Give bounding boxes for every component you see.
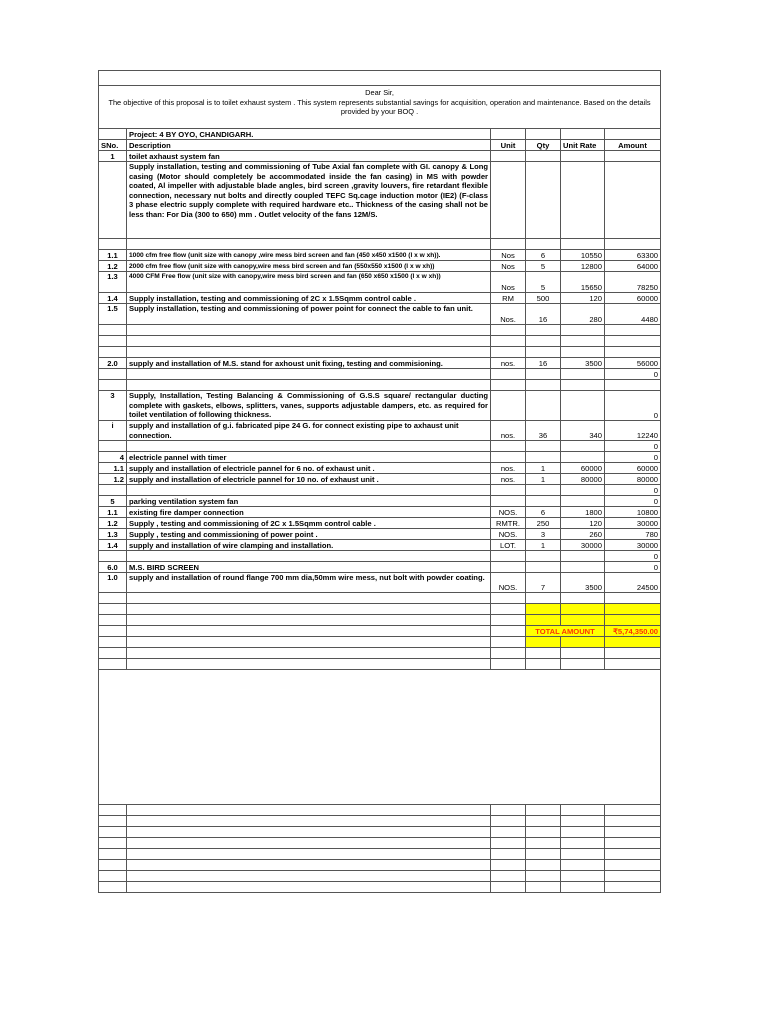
table-row: 2.0 supply and installation of M.S. stand for axhoust unit fixing, testing and commisioning. nos. 16 3500 56000: [99, 358, 661, 369]
header-qty: Qty: [526, 140, 561, 151]
header-sno: SNo.: [99, 140, 127, 151]
objective-text: The objective of this proposal is to toilet exhaust system . This system represents substantial savings for acquisition, operation and maintenance. Based on the details provided by your BOQ .: [108, 97, 651, 117]
total-value: ₹5,74,350.00: [605, 626, 661, 637]
table-row: 1.1 existing fire damper connection NOS. 6 1800 10800: [99, 507, 661, 518]
header-row: [99, 140, 661, 151]
empty-area: [99, 670, 661, 805]
total-row: [99, 626, 661, 637]
table-row: 3 Supply, Installation, Testing Balancing & Commissioning of G.S.S square/ rectangular ducting complete with gaskets, elbows, splitters, vanes, supports adjustable dampers, etc. as required for toilet ventilation of following thickness. 0: [99, 391, 661, 421]
header-unit: Unit: [491, 140, 526, 151]
table-row: 1.3 4000 CFM Free flow (unit size with canopy,wire mess bird screen and fan (650 x650 x1500 (l x w xh)) Nos 5 15650 78250: [99, 272, 661, 293]
salutation: Dear Sir,: [365, 88, 394, 97]
table-row: 1.2 Supply , testing and commissioning of 2C x 1.5Sqmm control cable . RMTR. 250 120 30000: [99, 518, 661, 529]
fan-spec-description: Supply installation, testing and commissioning of Tube Axial fan complete with GI. canopy & Long casing (Motor should completely be accommodated inside the fan casing) in MS with powder coated, Al impeller with adjustable blade angles, bird screen ,gravity louvers, fire retardant flexible connection, necessary nut bolts and directly coupled TEFC Sq.cage induction motor (IE2) (F-class 3 phase electric supply complete with required hardware etc.. Thickness of the casing shall not be less than: For Dia (300 to 650) mm . Outlet velocity of the fans 12M/S.: [127, 162, 491, 239]
table-row: 6.0 M.S. BIRD SCREEN 0: [99, 562, 661, 573]
table-row: [99, 162, 661, 239]
table-row: 4 electricle pannel with timer 0: [99, 452, 661, 463]
header-amount: Amount: [605, 140, 661, 151]
project-row: [99, 129, 661, 140]
table-row: 1.4 supply and installation of wire clamping and installation. LOT. 1 30000 30000: [99, 540, 661, 551]
table-row: 1.4 Supply installation, testing and commissioning of 2C x 1.5Sqmm control cable . RM 500 120 60000: [99, 293, 661, 304]
table-row: i supply and installation of g.i. fabricated pipe 24 G. for connect existing pipe to axhaust unit connection. nos. 36 340 12240: [99, 421, 661, 441]
project-name: Project: 4 BY OYO, CHANDIGARH.: [127, 129, 491, 140]
total-label: TOTAL AMOUNT: [526, 626, 605, 637]
table-row: 1.5 Supply installation, testing and commissioning of power point for connect the cable to fan unit. Nos. 16 280 4480: [99, 304, 661, 325]
table-row: 0: [99, 485, 661, 496]
boq-sheet: [98, 70, 660, 893]
table-row: 1.0 supply and installation of round flange 700 mm dia,50mm wire mess, nut bolt with powder coating. NOS. 7 3500 24500: [99, 573, 661, 593]
table-row: 0: [99, 551, 661, 562]
header-description: Description: [127, 140, 491, 151]
boq-table: [98, 70, 661, 893]
table-row: 1.2 2000 cfm free flow (unit size with canopy,wire mess bird screen and fan (550x550 x1500 (l x w xh)) Nos 5 12800 64000: [99, 261, 661, 272]
table-row: 1.3 Supply , testing and commissioning of power point . NOS. 3 260 780: [99, 529, 661, 540]
table-row: 1.2 supply and installation of electricle pannel for 10 no. of exhaust unit . nos. 1 80000 80000: [99, 474, 661, 485]
intro-row: [99, 86, 661, 129]
table-row: 1.1 supply and installation of electricle pannel for 6 no. of exhaust unit . nos. 1 60000 60000: [99, 463, 661, 474]
table-row: 0: [99, 441, 661, 452]
table-row: 0: [99, 369, 661, 380]
table-row: 1 toilet axhaust system fan: [99, 151, 661, 162]
table-row: 5 parking ventilation system fan 0: [99, 496, 661, 507]
blank-row: [99, 71, 661, 86]
header-unit-rate: Unit Rate: [561, 140, 605, 151]
table-row: 1.1 1000 cfm free flow (unit size with canopy ,wire mess bird screen and fan (450 x450 x1500 (l x w xh)). Nos 6 10550 63300: [99, 250, 661, 261]
